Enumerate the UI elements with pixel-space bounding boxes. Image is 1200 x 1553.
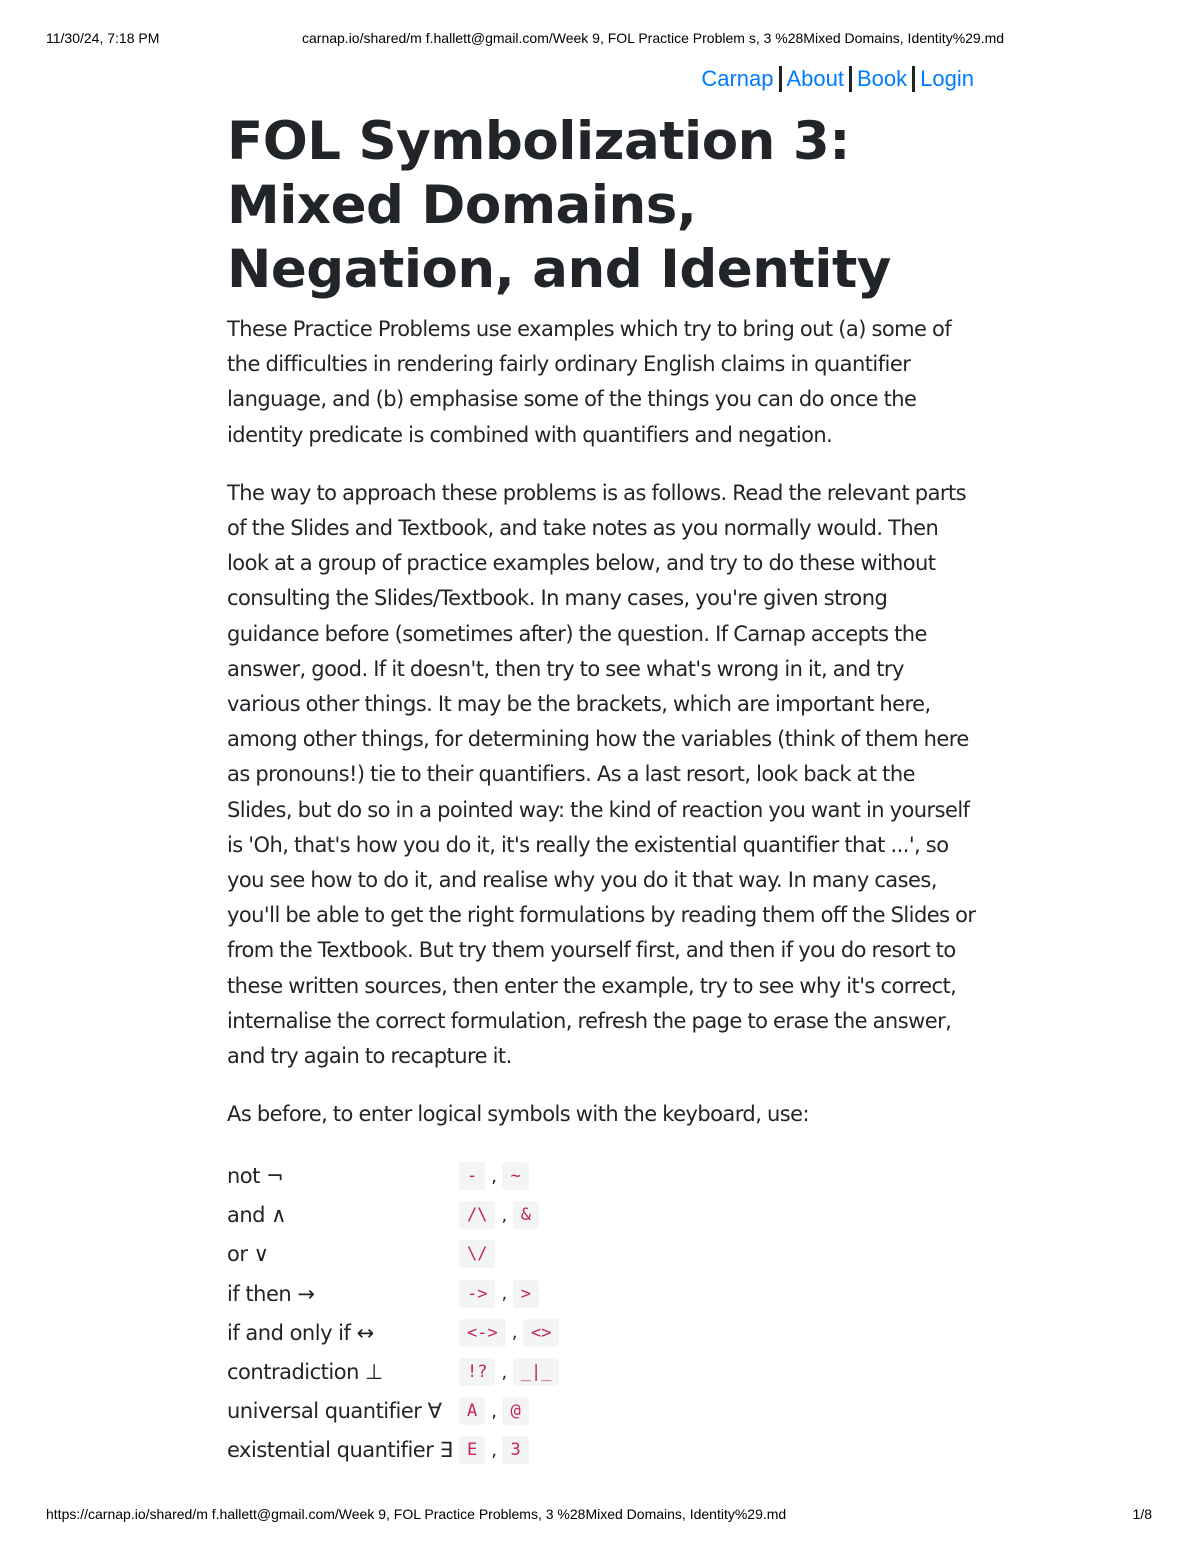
symbol-key-row: [227, 1156, 979, 1195]
key-code: A: [459, 1397, 485, 1425]
symbol-keys: [459, 1280, 539, 1308]
key-code: 3: [502, 1436, 528, 1464]
print-url: carnap.io/shared/m f.hallett@gmail.com/Week 9, FOL Practice Problem s, 3 %28Mixed Domains, Identity%29.md: [302, 30, 1005, 46]
page-title: FOL Symbolization 3: Mixed Domains, Negation, and Identity: [227, 111, 891, 300]
keyboard-intro-paragraph: As before, to enter logical symbols with the keyboard, use:: [227, 1102, 810, 1127]
symbol-key-row: [227, 1313, 979, 1352]
symbol-keys: [459, 1358, 559, 1386]
key-code: E: [459, 1436, 485, 1464]
main-content: [227, 110, 979, 1470]
symbol-label: if and only if ↔: [227, 1320, 374, 1345]
key-separator: ,: [491, 1165, 497, 1187]
symbol-label: universal quantifier ∀: [227, 1399, 442, 1424]
key-separator: ,: [491, 1400, 497, 1422]
symbol-key-row: [227, 1352, 979, 1391]
nav-link-book[interactable]: Book: [857, 66, 908, 91]
key-separator: ,: [491, 1439, 497, 1461]
key-code: <>: [523, 1319, 559, 1347]
key-code: /\: [459, 1201, 495, 1229]
symbol-keys: [459, 1201, 539, 1229]
nav-link-about[interactable]: About: [786, 66, 844, 91]
key-code: ->: [459, 1280, 495, 1308]
nav-divider: [912, 66, 915, 92]
symbol-label: not ¬: [227, 1164, 284, 1189]
key-code: _|_: [513, 1358, 560, 1386]
symbol-label: existential quantifier ∃: [227, 1438, 453, 1463]
key-code: ~: [502, 1162, 528, 1190]
print-header: [0, 30, 1200, 50]
key-code: @: [502, 1397, 528, 1425]
symbol-key-table: [227, 1156, 979, 1470]
key-separator: ,: [501, 1204, 507, 1226]
key-separator: ,: [511, 1322, 517, 1344]
symbol-label: if then →: [227, 1281, 315, 1306]
symbol-label: or ∨: [227, 1242, 269, 1267]
key-code: !?: [459, 1358, 495, 1386]
symbol-keys: [459, 1436, 529, 1464]
key-code: <->: [459, 1319, 506, 1347]
nav-divider: [849, 66, 852, 92]
symbol-key-row: [227, 1274, 979, 1313]
key-code: &: [513, 1201, 539, 1229]
symbol-keys: [459, 1240, 495, 1268]
print-footer: [0, 1506, 1200, 1526]
symbol-key-row: [227, 1235, 979, 1274]
approach-paragraph: The way to approach these problems is as follows. Read the relevant parts of the Slides and Textbook, and take notes as you normally would. Then look at a group of practice examples below, and try to do these without consulting the Slides/Textbook. In many cases, you're given strong guidance before (sometimes after) the question. If Carnap accepts the answer, good. If it doesn't, then try to see what's wrong in it, and try various other things. It may be the brackets, which are important here, among other things, for determining how the variables (think of them here as pronouns!) tie to their quantifiers. As a last resort, look back at the Slides, but do so in a pointed way: the kind of reaction you want in yourself is 'Oh, that's how you do it, it's really the existential quantifier that ...', so you see how to do it, and realise why you do it that way. In many cases, you'll be able to get the right formulations by reading them off the Slides or from the Textbook. But try them yourself first, and then if you do resort to these written sources, then enter the example, try to see why it's correct, internalise the correct formulation, refresh the page to erase the answer, and try again to recapture it.: [227, 480, 976, 1069]
nav-link-login[interactable]: Login: [920, 66, 974, 91]
key-code: >: [513, 1280, 539, 1308]
intro-paragraph: These Practice Problems use examples which try to bring out (a) some of the difficulties in rendering fairly ordinary English claims in quantifier language, and (b) emphasise some of the things you can do once the identity predicate is combined with quantifiers and negation.: [227, 317, 952, 447]
symbol-key-row: [227, 1431, 979, 1470]
nav-divider: [779, 66, 782, 92]
key-code: -: [459, 1162, 485, 1190]
footer-url: https://carnap.io/shared/m f.hallett@gmail.com/Week 9, FOL Practice Problems, 3 %28Mixed Domains, Identity%29.md: [46, 1506, 787, 1522]
symbol-keys: [459, 1397, 529, 1425]
symbol-key-row: [227, 1196, 979, 1235]
key-code: \/: [459, 1240, 495, 1268]
nav-link-carnap[interactable]: Carnap: [701, 66, 774, 91]
symbol-label: contradiction ⊥: [227, 1360, 383, 1384]
symbol-keys: [459, 1162, 529, 1190]
symbol-label: and ∧: [227, 1203, 287, 1228]
key-separator: ,: [501, 1361, 507, 1383]
symbol-keys: [459, 1319, 559, 1347]
print-date: 11/30/24, 7:18 PM: [46, 30, 160, 46]
top-nav: [701, 66, 974, 92]
symbol-key-row: [227, 1392, 979, 1431]
page-number: 1/8: [1132, 1506, 1152, 1522]
key-separator: ,: [501, 1283, 507, 1305]
